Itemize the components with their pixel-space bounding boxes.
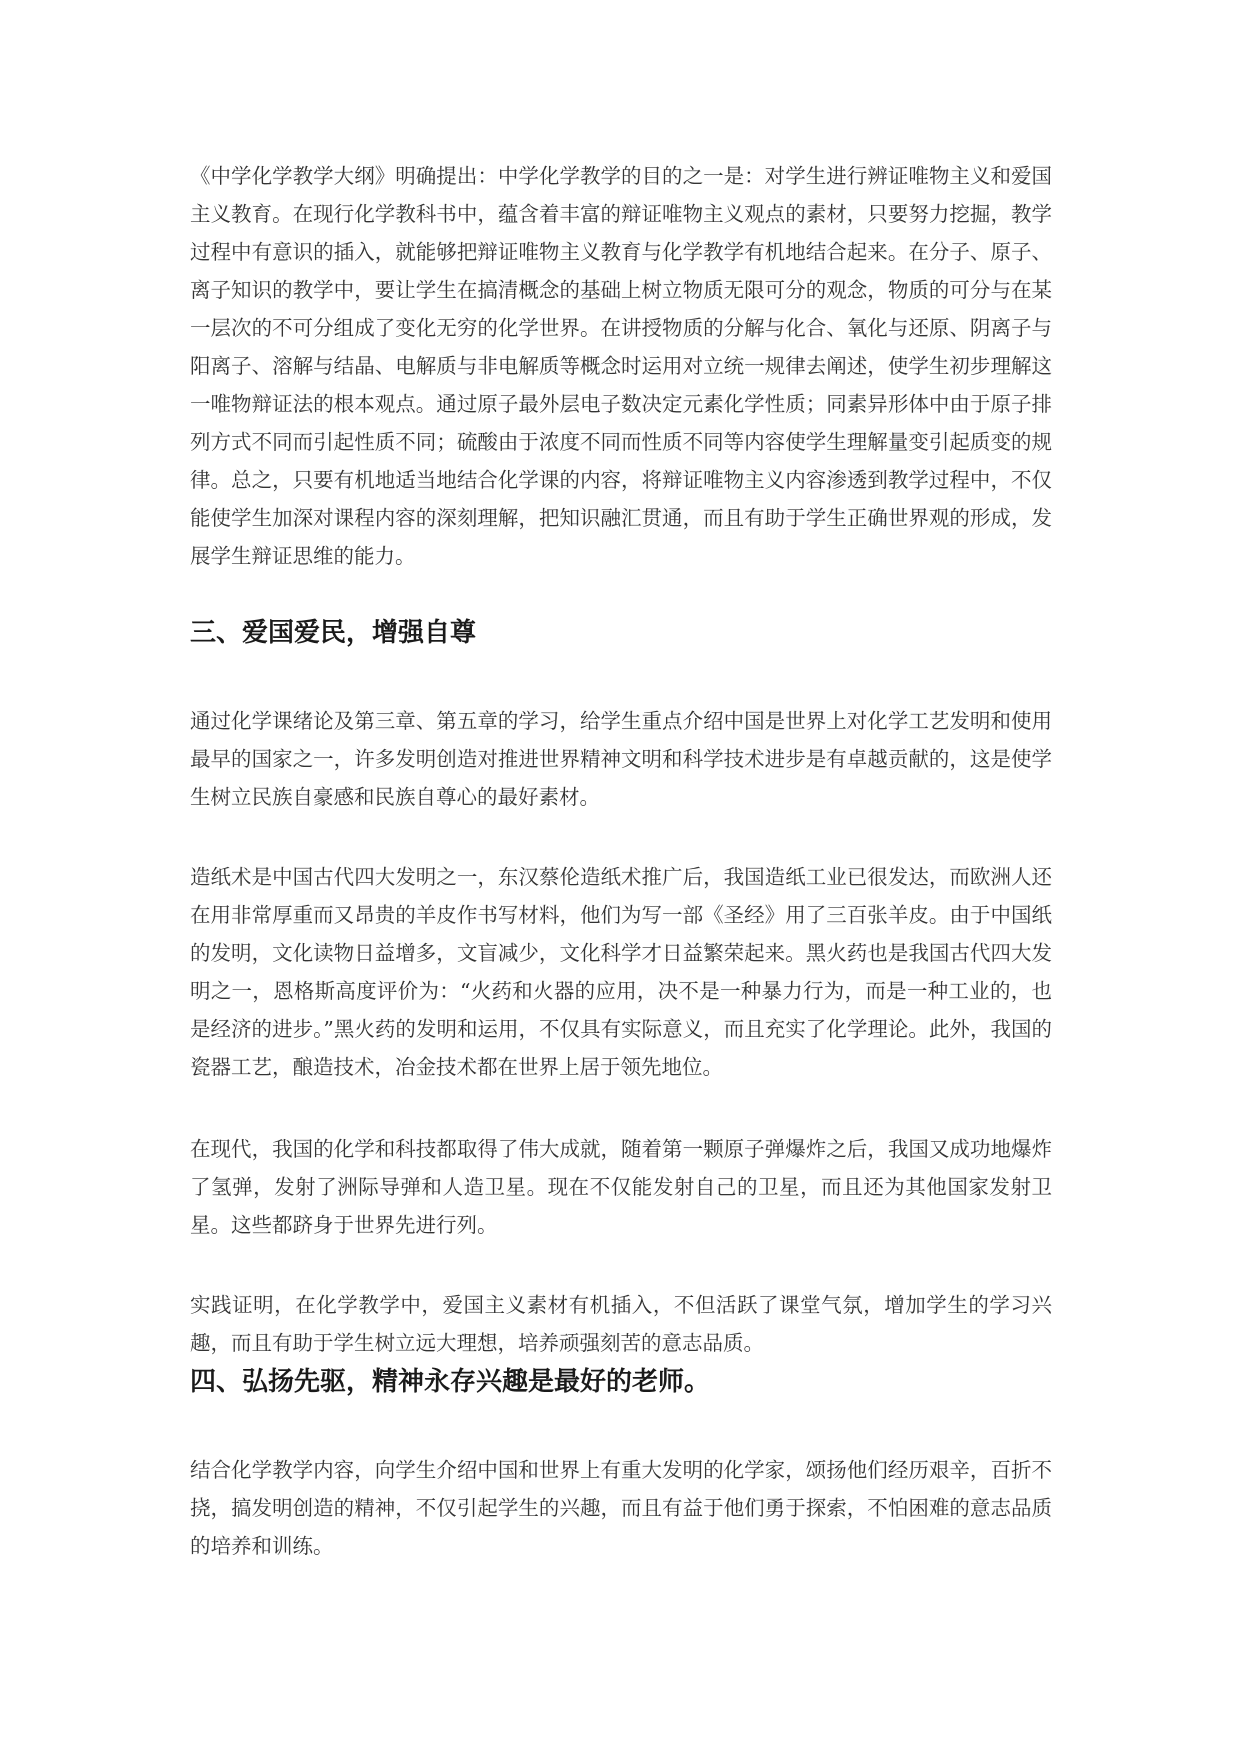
paragraph-text: 在现代，我国的化学和科技都取得了伟大成就，随着第一颗原子弹爆炸之后，我国又成功地爆炸了氢弹，发射了洲际导弹和人造卫星。现在不仅能发射自己的卫星，而且还为其他国家发射卫星。这些都跻身于世界先进行列。 — [190, 1137, 1052, 1237]
section-heading-three — [190, 616, 1052, 650]
paragraph-chemistry-inventions — [190, 702, 1052, 816]
paragraph-chemist-pioneers — [190, 1451, 1052, 1565]
section-title: 三、爱国爱民，增强自尊 — [190, 618, 477, 648]
paragraph-text: 造纸术是中国古代四大发明之一，东汉蔡伦造纸术推广后，我国造纸工业已很发达，而欧洲人还在用非常厚重而又昂贵的羊皮作书写材料，他们为写一部《圣经》用了三百张羊皮。由于中国纸的发明，文化读物日益增多，文盲减少，文化科学才日益繁荣起来。黑火药也是我国古代四大发明之一，恩格斯高度评价为：“火药和火器的应用，决不是一种暴力行为，而是一种工业的，也是经济的进步。”黑火药的发明和运用，不仅具有实际意义，而且充实了化学理论。此外，我国的瓷器工艺，酿造技术，冶金技术都在世界上居于领先地位。 — [190, 865, 1052, 1079]
paragraph-dialectical-materialism — [190, 157, 1052, 575]
paragraph-text: 实践证明，在化学教学中，爱国主义素材有机插入，不但活跃了课堂气氛，增加学生的学习兴趣，而且有助于学生树立远大理想，培养顽强刻苦的意志品质。 — [190, 1293, 1052, 1355]
paragraph-modern-achievements — [190, 1130, 1052, 1244]
paragraph-practice-proves — [190, 1286, 1052, 1362]
section-heading-four — [190, 1365, 1052, 1399]
paragraph-papermaking-gunpowder — [190, 858, 1052, 1086]
paragraph-text: 结合化学教学内容，向学生介绍中国和世界上有重大发明的化学家，颂扬他们经历艰辛，百折不挠，搞发明创造的精神，不仅引起学生的兴趣，而且有益于他们勇于探索，不怕困难的意志品质的培养和训练。 — [190, 1458, 1052, 1558]
paragraph-text: 通过化学课绪论及第三章、第五章的学习，给学生重点介绍中国是世界上对化学工艺发明和使用最早的国家之一，许多发明创造对推进世界精神文明和科学技术进步是有卓越贡献的，这是使学生树立民族自豪感和民族自尊心的最好素材。 — [190, 709, 1052, 809]
paragraph-text: 《中学化学教学大纲》明确提出：中学化学教学的目的之一是：对学生进行辨证唯物主义和爱国主义教育。在现行化学教科书中，蕴含着丰富的辩证唯物主义观点的素材，只要努力挖掘，教学过程中有意识的插入，就能够把辩证唯物主义教育与化学教学有机地结合起来。在分子、原子、离子知识的教学中，要让学生在搞清概念的基础上树立物质无限可分的观念，物质的可分与在某一层次的不可分组成了变化无穷的化学世界。在讲授物质的分解与化合、氧化与还原、阴离子与阳离子、溶解与结晶、电解质与非电解质等概念时运用对立统一规律去阐述，使学生初步理解这一唯物辩证法的根本观点。通过原子最外层电子数决定元素化学性质；同素异形体中由于原子排列方式不同而引起性质不同；硫酸由于浓度不同而性质不同等内容使学生理解量变引起质变的规律。总之，只要有机地适当地结合化学课的内容，将辩证唯物主义内容渗透到教学过程中，不仅能使学生加深对课程内容的深刻理解，把知识融汇贯通，而且有助于学生正确世界观的形成，发展学生辩证思维的能力。 — [190, 164, 1052, 568]
section-title: 四、弘扬先驱，精神永存兴趣是最好的老师。 — [190, 1367, 711, 1397]
